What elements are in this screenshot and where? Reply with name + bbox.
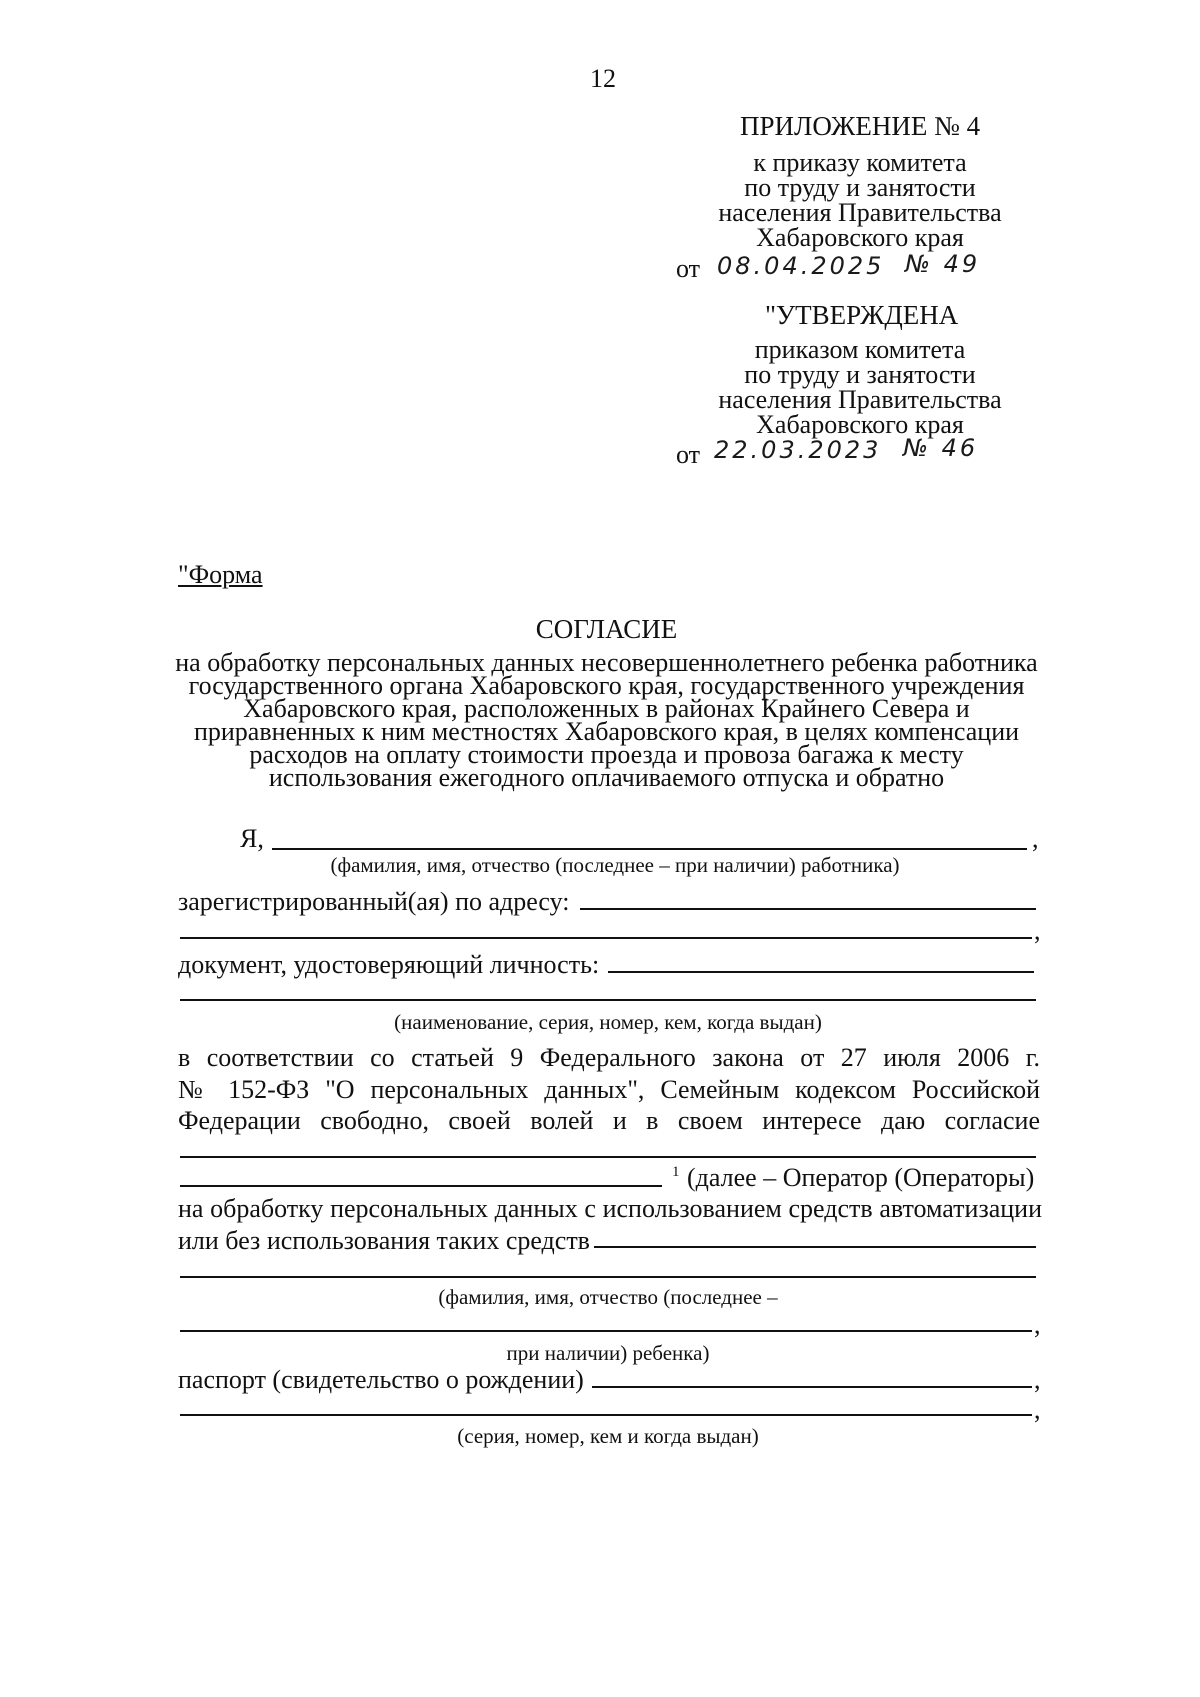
worker-name-field[interactable] xyxy=(272,848,1027,850)
document-label: документ, удостоверяющий личность: xyxy=(178,950,600,979)
approved-line: населения Правительства xyxy=(718,385,1002,414)
without-field[interactable] xyxy=(594,1246,1036,1248)
worker-name-comma: , xyxy=(1032,824,1039,853)
i-label: Я, xyxy=(240,824,264,853)
processing-line: на обработку персональных данных с использованием средств автоматизации xyxy=(178,1194,1042,1223)
document-field[interactable] xyxy=(608,971,1034,973)
appendix-line: населения Правительства xyxy=(718,198,1002,227)
approved-line: Хабаровского края xyxy=(756,410,964,439)
passport-label: паспорт (свидетельство о рождении) xyxy=(178,1365,584,1394)
subtitle-line: на обработку персональных данных несовершеннолетнего ребенка работника xyxy=(175,648,1038,677)
appendix-line: по труду и занятости xyxy=(744,173,976,202)
address-comma: , xyxy=(1034,916,1041,945)
appendix-date-prefix: от xyxy=(676,254,701,283)
page-number: 12 xyxy=(590,64,616,93)
appendix-lines xyxy=(700,150,1020,250)
appendix-number-value: № 49 xyxy=(905,250,981,278)
appendix-title: ПРИЛОЖЕНИЕ № 4 xyxy=(740,111,981,141)
child-caption-1: (фамилия, имя, отчество (последнее – xyxy=(438,1285,778,1309)
passport-comma: , xyxy=(1034,1365,1041,1394)
consent-paragraph-line: Федерации свободно, своей волей и в своем интересе даю согласие xyxy=(178,1106,1040,1135)
child-name-field-2[interactable] xyxy=(180,1330,1032,1332)
operator-field[interactable] xyxy=(180,1156,1036,1158)
address-label: зарегистрированный(ая) по адресу: xyxy=(178,887,570,916)
consent-paragraph-line: № 152-ФЗ "О персональных данных", Семейным кодексом Российской xyxy=(178,1075,1040,1104)
doc-title: СОГЛАСИЕ xyxy=(535,614,678,644)
passport-comma-2: , xyxy=(1034,1395,1041,1424)
approved-line: по труду и занятости xyxy=(744,360,976,389)
subtitle-line: государственного органа Хабаровского края, государственного учреждения xyxy=(188,671,1025,700)
document-field-2[interactable] xyxy=(180,999,1036,1001)
approved-date-prefix: от xyxy=(676,440,701,469)
document-caption: (наименование, серия, номер, кем, когда выдан) xyxy=(394,1010,822,1034)
operator-text: (далее – Оператор (Операторы) xyxy=(687,1163,1035,1192)
subtitle-line: использования ежегодного оплачиваемого отпуска и обратно xyxy=(268,763,945,792)
approved-line: приказом комитета xyxy=(754,335,966,364)
footnote-mark: 1 xyxy=(672,1164,680,1180)
consent-paragraph-line: в соответствии со статьей 9 Федерального закона от 27 июля 2006 г. xyxy=(178,1043,1040,1072)
approved-number-value: № 46 xyxy=(903,434,979,462)
doc-subtitle xyxy=(0,648,1200,792)
subtitle-line: приравненных к ним местностях Хабаровского края, в целях компенсации xyxy=(193,717,1020,746)
address-field[interactable] xyxy=(580,908,1036,910)
passport-field[interactable] xyxy=(592,1386,1032,1388)
child-caption-2: при наличии) ребенка) xyxy=(506,1341,710,1365)
subtitle-line: Хабаровского края, расположенных в районах Крайнего Севера и xyxy=(243,694,970,723)
operator-field-2[interactable] xyxy=(180,1185,662,1187)
child-name-comma: , xyxy=(1034,1310,1041,1339)
without-label: или без использования таких средств xyxy=(178,1226,590,1255)
passport-caption: (серия, номер, кем и когда выдан) xyxy=(457,1424,759,1448)
appendix-line: к приказу комитета xyxy=(753,148,967,177)
approved-date-value: 22.03.2023 xyxy=(714,436,882,464)
address-field-2[interactable] xyxy=(180,937,1032,939)
appendix-line: Хабаровского края xyxy=(756,223,964,252)
subtitle-line: расходов на оплату стоимости проезда и провоза багажа к месту xyxy=(249,740,964,769)
passport-field-2[interactable] xyxy=(180,1414,1032,1416)
appendix-date-value: 08.04.2025 xyxy=(717,252,885,280)
approved-lines xyxy=(700,337,1020,437)
child-name-field[interactable] xyxy=(180,1276,1036,1278)
worker-caption: (фамилия, имя, отчество (последнее – при наличии) работника) xyxy=(330,853,900,877)
form-label: "Форма xyxy=(178,560,263,589)
approved-title: "УТВЕРЖДЕНА xyxy=(765,300,959,330)
